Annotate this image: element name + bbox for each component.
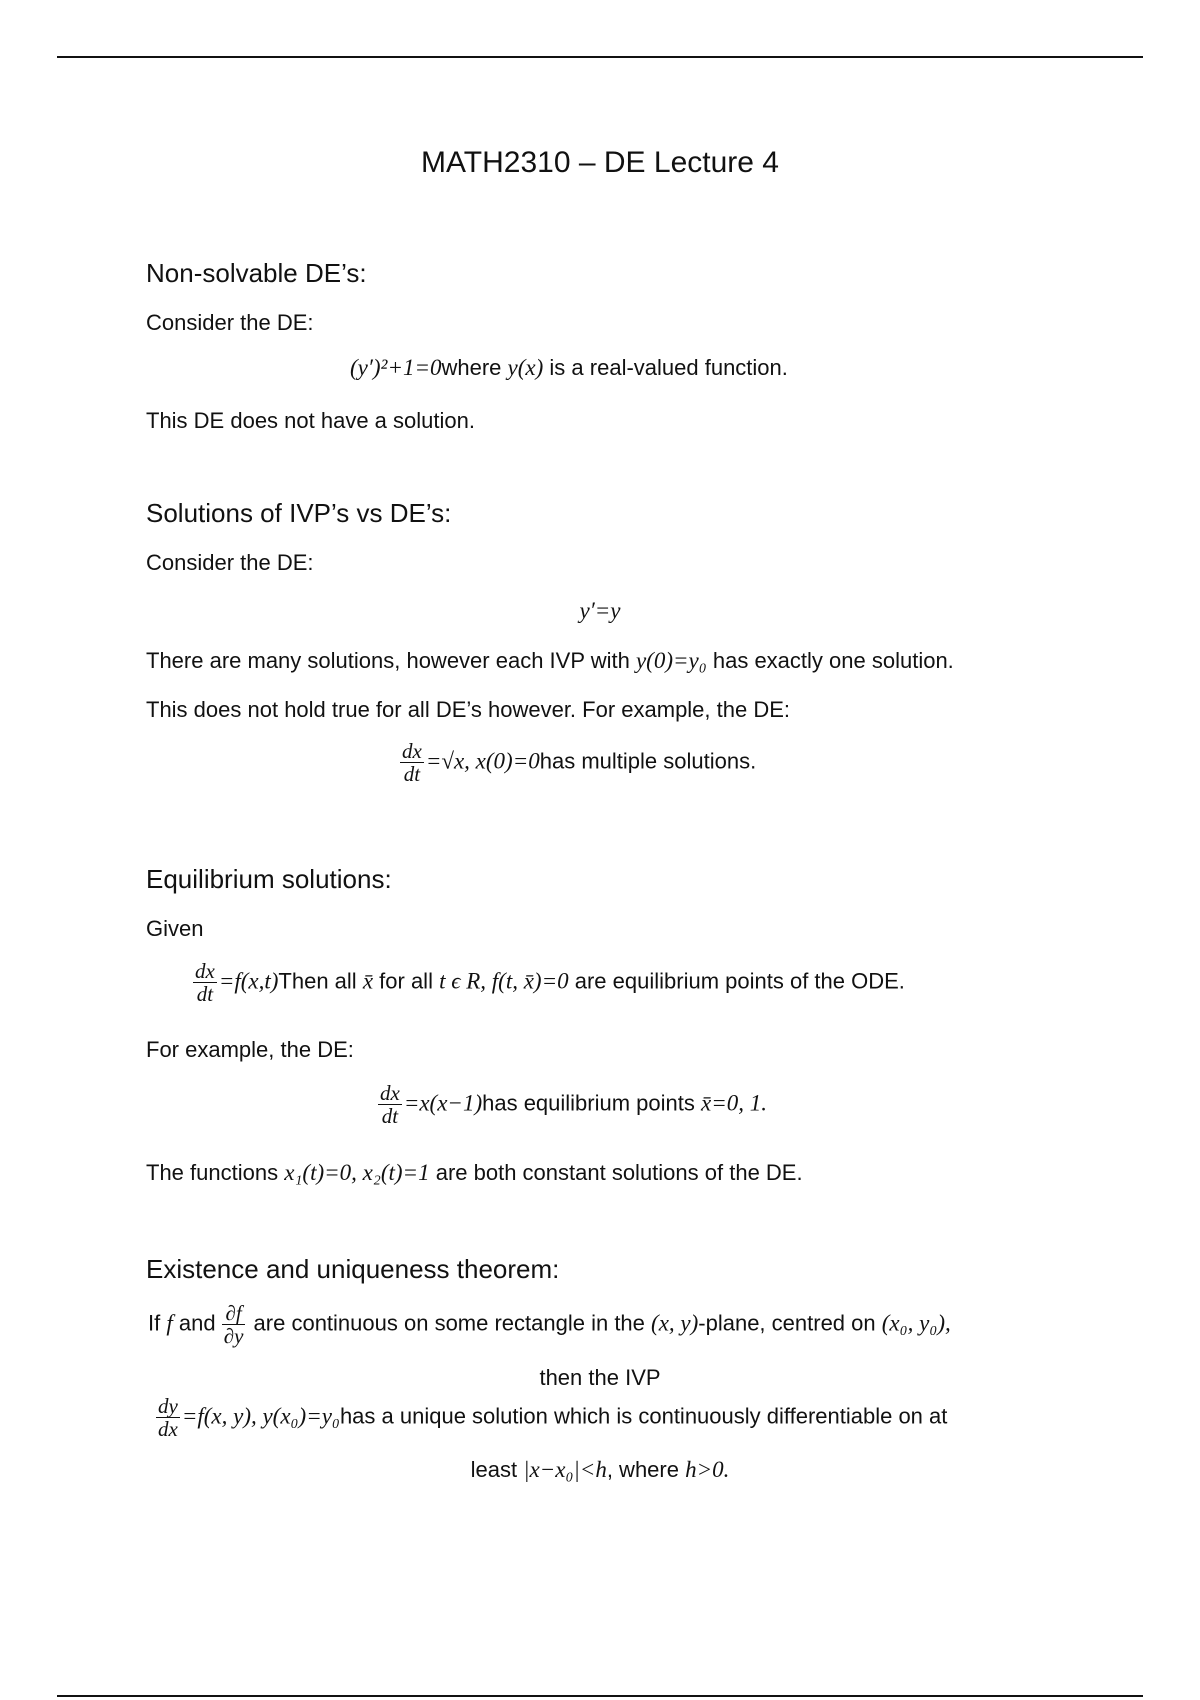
heading-nonsolvable: Non-solvable DE’s: [146, 258, 367, 288]
ex-plane-math: (x, y) [651, 1310, 699, 1336]
top-rule [57, 56, 1143, 58]
heading-ivp: Solutions of IVP’s vs DE’s: [146, 498, 452, 528]
ex-and: and [178, 1310, 216, 1336]
ivp-equation [0, 598, 1200, 624]
existence-then-ivp: then the IVP [539, 1365, 661, 1390]
ivp-eq: y′=y [579, 598, 621, 623]
existence-ivp [156, 1395, 947, 1440]
eq-text: where [441, 355, 502, 380]
nonsolvable-equation [350, 355, 788, 381]
eq-xbar: x̄ [362, 968, 374, 994]
heading-existence: Existence and uniqueness theorem: [146, 1254, 560, 1284]
ivp-intro: Consider the DE: [146, 550, 314, 575]
eq-then: Then all [278, 968, 357, 994]
ivp-line1-start: There are many solutions, however each IVP with [146, 648, 630, 673]
equilibrium-given: Given [146, 916, 204, 941]
ex-where: , where [606, 1457, 679, 1482]
eq-math: (y′)²+1=0 [350, 355, 442, 380]
eq-cond: t ϵ R, f(t, x̄)=0 [439, 968, 569, 994]
eq-ex-pts: x̄=0, 1. [701, 1090, 767, 1116]
heading-equilibrium: Equilibrium solutions: [146, 864, 392, 894]
eq-func: y(x) [507, 355, 544, 380]
ivp-line1-end: has exactly one solution. [712, 648, 954, 673]
ex-plane-text: -plane, centred on [698, 1310, 876, 1336]
eq-ex-mid: has equilibrium points [482, 1090, 695, 1116]
equilibrium-example-intro: For example, the DE: [146, 1037, 354, 1062]
ivp-example [400, 740, 756, 785]
eq-fraction: $\frac{dx}{dt}$ [195, 959, 215, 1007]
nonsolvable-conclusion: This DE does not have a solution. [146, 408, 475, 433]
eq-tail: are equilibrium points of the ODE. [574, 968, 905, 994]
existence-line1 [148, 1302, 951, 1347]
ivp-line1 [146, 648, 954, 674]
equilibrium-example [378, 1082, 767, 1127]
functions-end: are both constant solutions of the DE. [435, 1160, 803, 1185]
ivp-line2: This does not hold true for all DE’s however. For example, the DE: [146, 697, 791, 722]
existence-least [0, 1457, 1200, 1483]
ex-h-math: h>0. [685, 1457, 730, 1482]
functions-math: x₁(t)=0, x₂(t)=1 [284, 1160, 430, 1185]
eq-rhs: =f(x,t) [218, 968, 279, 994]
ex-partial-fraction: $\frac{\partial f}{\partial y}$ [223, 1301, 244, 1349]
nonsolvable-intro: Consider the DE: [146, 310, 314, 335]
bottom-rule [57, 1695, 1143, 1697]
ex-if: If [148, 1310, 161, 1336]
functions-start: The functions [146, 1160, 279, 1185]
page-title: MATH2310 – DE Lecture 4 [421, 146, 779, 179]
eq-tail: is a real-valued function. [549, 355, 788, 380]
equilibrium-functions [146, 1160, 803, 1186]
ex-ivp-tail: has a unique solution which is continuously differentiable on at [339, 1403, 948, 1429]
eq-ex-fraction: $\frac{dx}{dt}$ [380, 1081, 400, 1129]
ex-least: least [470, 1457, 518, 1482]
ex-line1-mid: are continuous on some rectangle in the [253, 1310, 645, 1336]
eq-forall: for all [379, 968, 433, 994]
ivp-ex-tail: has multiple solutions. [539, 748, 757, 774]
ivp-line1-math: y(0)=y₀ [635, 648, 707, 673]
ex-f: f [166, 1310, 173, 1336]
ex-ivp-fraction: $\frac{dy}{dx}$ [158, 1394, 178, 1442]
equilibrium-definition [193, 960, 905, 1005]
eq-ex-rhs: =x(x−1) [403, 1090, 483, 1116]
ex-centre-math: (x₀, y₀), [881, 1310, 951, 1336]
ex-least-math: |x−x₀|<h [523, 1457, 607, 1482]
ivp-fraction: $\frac{dx}{dt}$ [402, 739, 422, 787]
ivp-ex-rhs: =√x, x(0)=0 [425, 748, 540, 774]
ex-ivp-rhs: =f(x, y), y(x₀)=y₀ [181, 1403, 340, 1429]
